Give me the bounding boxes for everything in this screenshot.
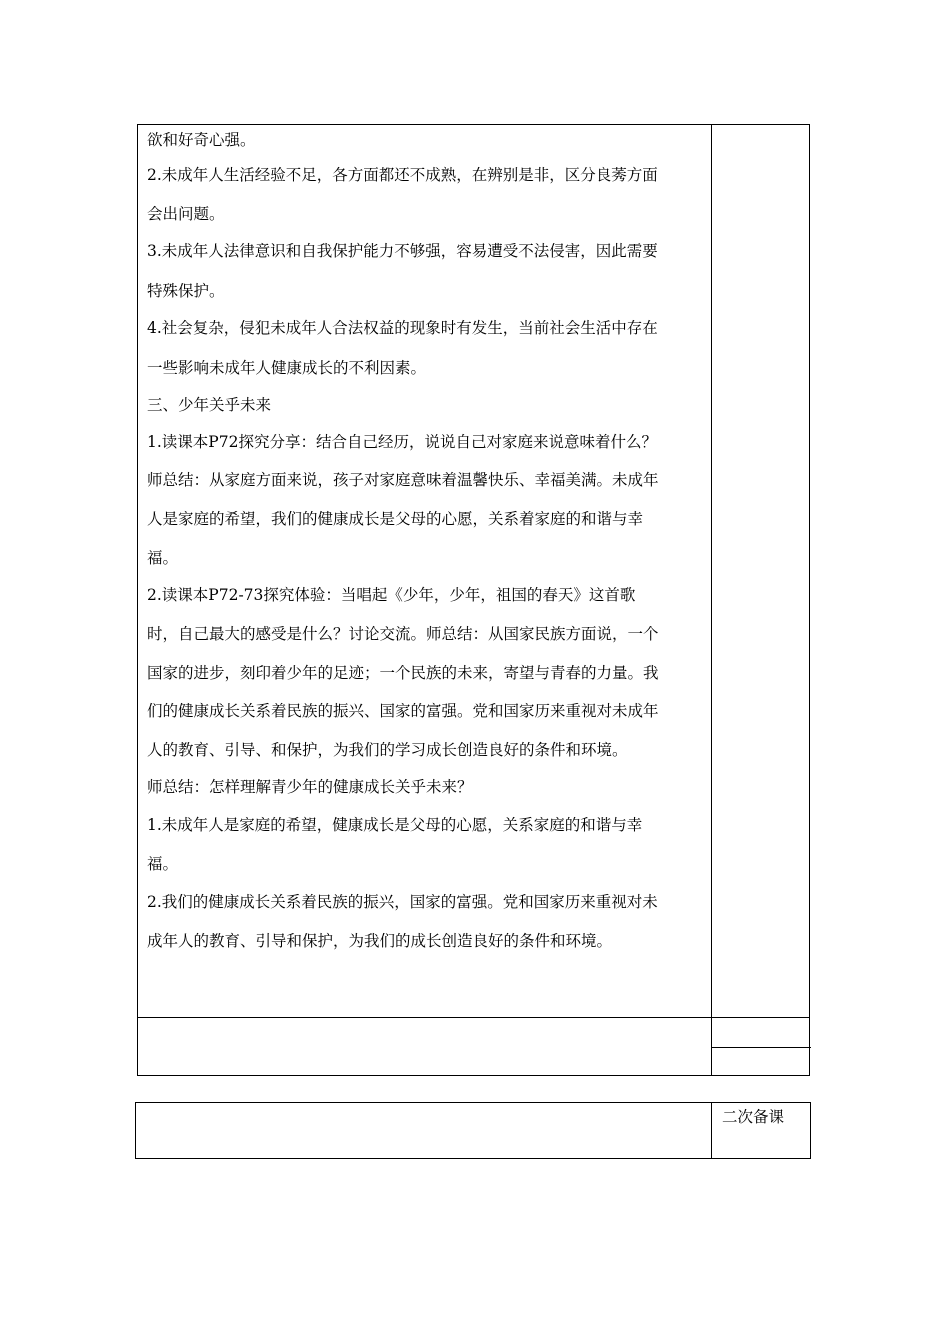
text-line: 特殊保护。 <box>147 282 225 300</box>
text-line: 福。 <box>147 855 179 873</box>
text-line: 3.未成年人法律意识和自我保护能力不够强，容易遭受不法侵害，因此需要 <box>147 242 658 260</box>
text-line: 2.我们的健康成长关系着民族的振兴，国家的富强。党和国家历来重视对未 <box>147 893 658 911</box>
text-line: 人的教育、引导、和保护，为我们的学习成长创造良好的条件和环境。 <box>147 741 628 759</box>
text-line: 1.未成年人是家庭的希望，健康成长是父母的心愿，关系家庭的和谐与幸 <box>147 816 643 834</box>
second-prep-label: 二次备课 <box>722 1108 785 1126</box>
column-divider <box>711 1103 712 1158</box>
text-line: 国家的进步，刻印着少年的足迹；一个民族的未来，寄望与青春的力量。我 <box>147 664 659 682</box>
text-line: 时，自己最大的感受是什么？讨论交流。师总结：从国家民族方面说，一个 <box>147 625 659 643</box>
text-line: 成年人的教育、引导和保护，为我们的成长创造良好的条件和环境。 <box>147 932 613 950</box>
text-line: 师总结：从家庭方面来说，孩子对家庭意味着温馨快乐、幸福美满。未成年 <box>147 471 659 489</box>
text-line: 福。 <box>147 549 179 567</box>
text-line: 1.读课本P72探究分享：结合自己经历，说说自己对家庭来说意味着什么？ <box>147 433 657 451</box>
text-line: 2.读课本P72-73探究体验：当唱起《少年，少年，祖国的春天》这首歌 <box>147 586 636 604</box>
text-line: 师总结：怎样理解青少年的健康成长关乎未来？ <box>147 778 473 796</box>
section-heading: 三、少年关乎未来 <box>147 396 272 414</box>
column-divider <box>711 125 712 1075</box>
text-line: 人是家庭的希望，我们的健康成长是父母的心愿，关系着家庭的和谐与幸 <box>147 510 644 528</box>
lesson-content-table <box>137 124 810 1076</box>
text-line: 4.社会复杂，侵犯未成年人合法权益的现象时有发生，当前社会生活中存在 <box>147 319 658 337</box>
text-line: 欲和好奇心强。 <box>147 131 256 149</box>
text-line: 们的健康成长关系着民族的振兴、国家的富强。党和国家历来重视对未成年 <box>147 702 659 720</box>
right-cell-divider <box>711 1047 811 1048</box>
text-line: 一些影响未成年人健康成长的不利因素。 <box>147 359 427 377</box>
second-prep-table <box>135 1102 811 1159</box>
text-line: 2.未成年人生活经验不足，各方面都还不成熟，在辨别是非，区分良莠方面 <box>147 166 658 184</box>
row-divider <box>138 1017 809 1018</box>
text-line: 会出问题。 <box>147 205 225 223</box>
